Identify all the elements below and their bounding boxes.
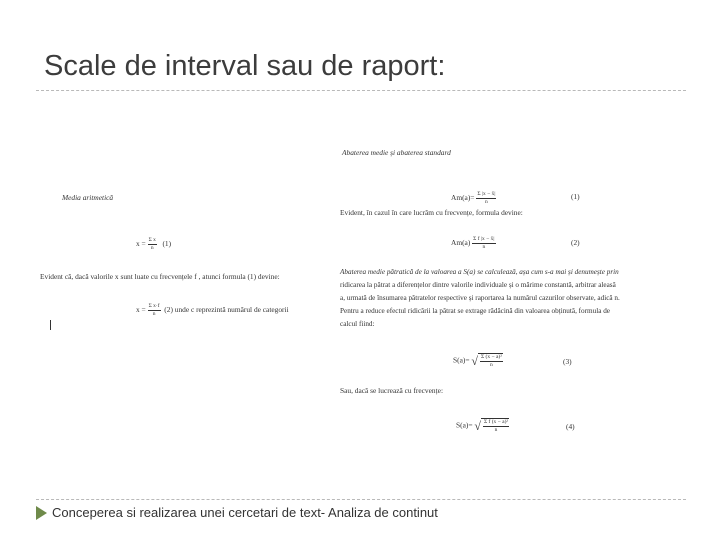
formula-lhs: x =	[136, 305, 146, 315]
formula-numerator: Σ f |x − x̄|	[473, 236, 495, 242]
formula-2-right-label: (2)	[571, 238, 580, 247]
paragraph-line: calcul fiind:	[340, 320, 375, 328]
formula-radicand	[481, 418, 509, 434]
formula-numerator: Σ x·f	[148, 303, 160, 309]
paragraph-line: Pentru a reduce efectul ridicării la pătrat se extrage rădăcină din valoarea obținută, formula de	[340, 307, 610, 315]
sqrt-icon: √	[474, 419, 481, 433]
formula-fraction	[148, 303, 161, 318]
formula-denominator: n	[494, 427, 498, 433]
text-cursor	[50, 320, 51, 330]
formula-lhs: Am(a)	[451, 238, 471, 248]
formula-3-right	[453, 353, 503, 369]
formula-1-right	[451, 191, 496, 206]
formula-denominator: n	[150, 245, 154, 251]
paragraph-line: ridicarea la pătrat a diferențelor dintre valorile individuale și o mărime constantă, arbitrar aleasă	[340, 281, 616, 289]
formula-note: (2) unde c reprezintă numărul de categorii	[164, 305, 289, 315]
formula-1-left	[136, 237, 171, 252]
sqrt-icon: √	[471, 354, 478, 368]
slide-title: Scale de interval sau de raport:	[44, 50, 446, 82]
paragraph-line: a, urmată de însumarea pătratelor respective și raportarea la numărul cazurilor observate, adică n.	[340, 294, 620, 302]
formula-numerator: Σ f (x − a)²	[483, 419, 509, 425]
formula-2-right	[451, 236, 496, 251]
formula-lhs: S(a)=	[456, 420, 473, 430]
formula-numerator: Σ (x − a)²	[480, 354, 502, 360]
footer-text: Conceperea si realizarea unei cercetari de text- Analiza de continut	[52, 505, 438, 520]
arrow-right-icon	[36, 506, 47, 520]
formula-numerator: Σ x	[148, 237, 156, 243]
paragraph-right-1: Evident, în cazul în care lucrăm cu frecvențe, formula devine:	[340, 208, 523, 217]
formula-fraction	[148, 237, 157, 252]
formula-lhs: Am(a)=	[451, 193, 475, 203]
formula-3-right-label: (3)	[563, 357, 572, 366]
footer-divider	[36, 499, 686, 500]
formula-fraction	[480, 354, 503, 369]
paragraph-line: Abaterea medie pătratică de la valoarea a S(a) se calculează, așa cum s-a mai și denumește prin	[340, 268, 619, 276]
heading-media-aritmetica: Media aritmetică	[62, 193, 114, 202]
paragraph-left-1: Evident că, dacă valorile x sunt luate cu frecvențele f , atunci formula (1) devine:	[40, 272, 280, 281]
formula-denominator: n	[485, 199, 488, 205]
formula-denominator: n	[490, 362, 493, 368]
formula-label: (1)	[162, 239, 172, 249]
heading-abaterea-medie: Abaterea medie și abaterea standard	[342, 148, 451, 157]
formula-4-right-label: (4)	[566, 422, 575, 431]
formula-fraction	[476, 191, 496, 206]
formula-numerator: Σ |x − x̄|	[477, 191, 496, 197]
title-divider	[36, 90, 686, 91]
formula-fraction	[483, 419, 509, 434]
formula-radicand	[478, 353, 503, 369]
formula-denominator: n	[152, 311, 156, 317]
formula-2-left	[136, 303, 289, 318]
paragraph-right-2	[340, 266, 620, 331]
formula-lhs: x =	[136, 239, 146, 249]
paragraph-right-3: Sau, dacă se lucrează cu frecvențe:	[340, 386, 443, 395]
formula-lhs: S(a)=	[453, 355, 470, 365]
formula-denominator: n	[482, 244, 486, 250]
formula-4-right	[456, 418, 509, 434]
formula-fraction	[472, 236, 495, 251]
formula-1-right-label: (1)	[571, 192, 580, 201]
